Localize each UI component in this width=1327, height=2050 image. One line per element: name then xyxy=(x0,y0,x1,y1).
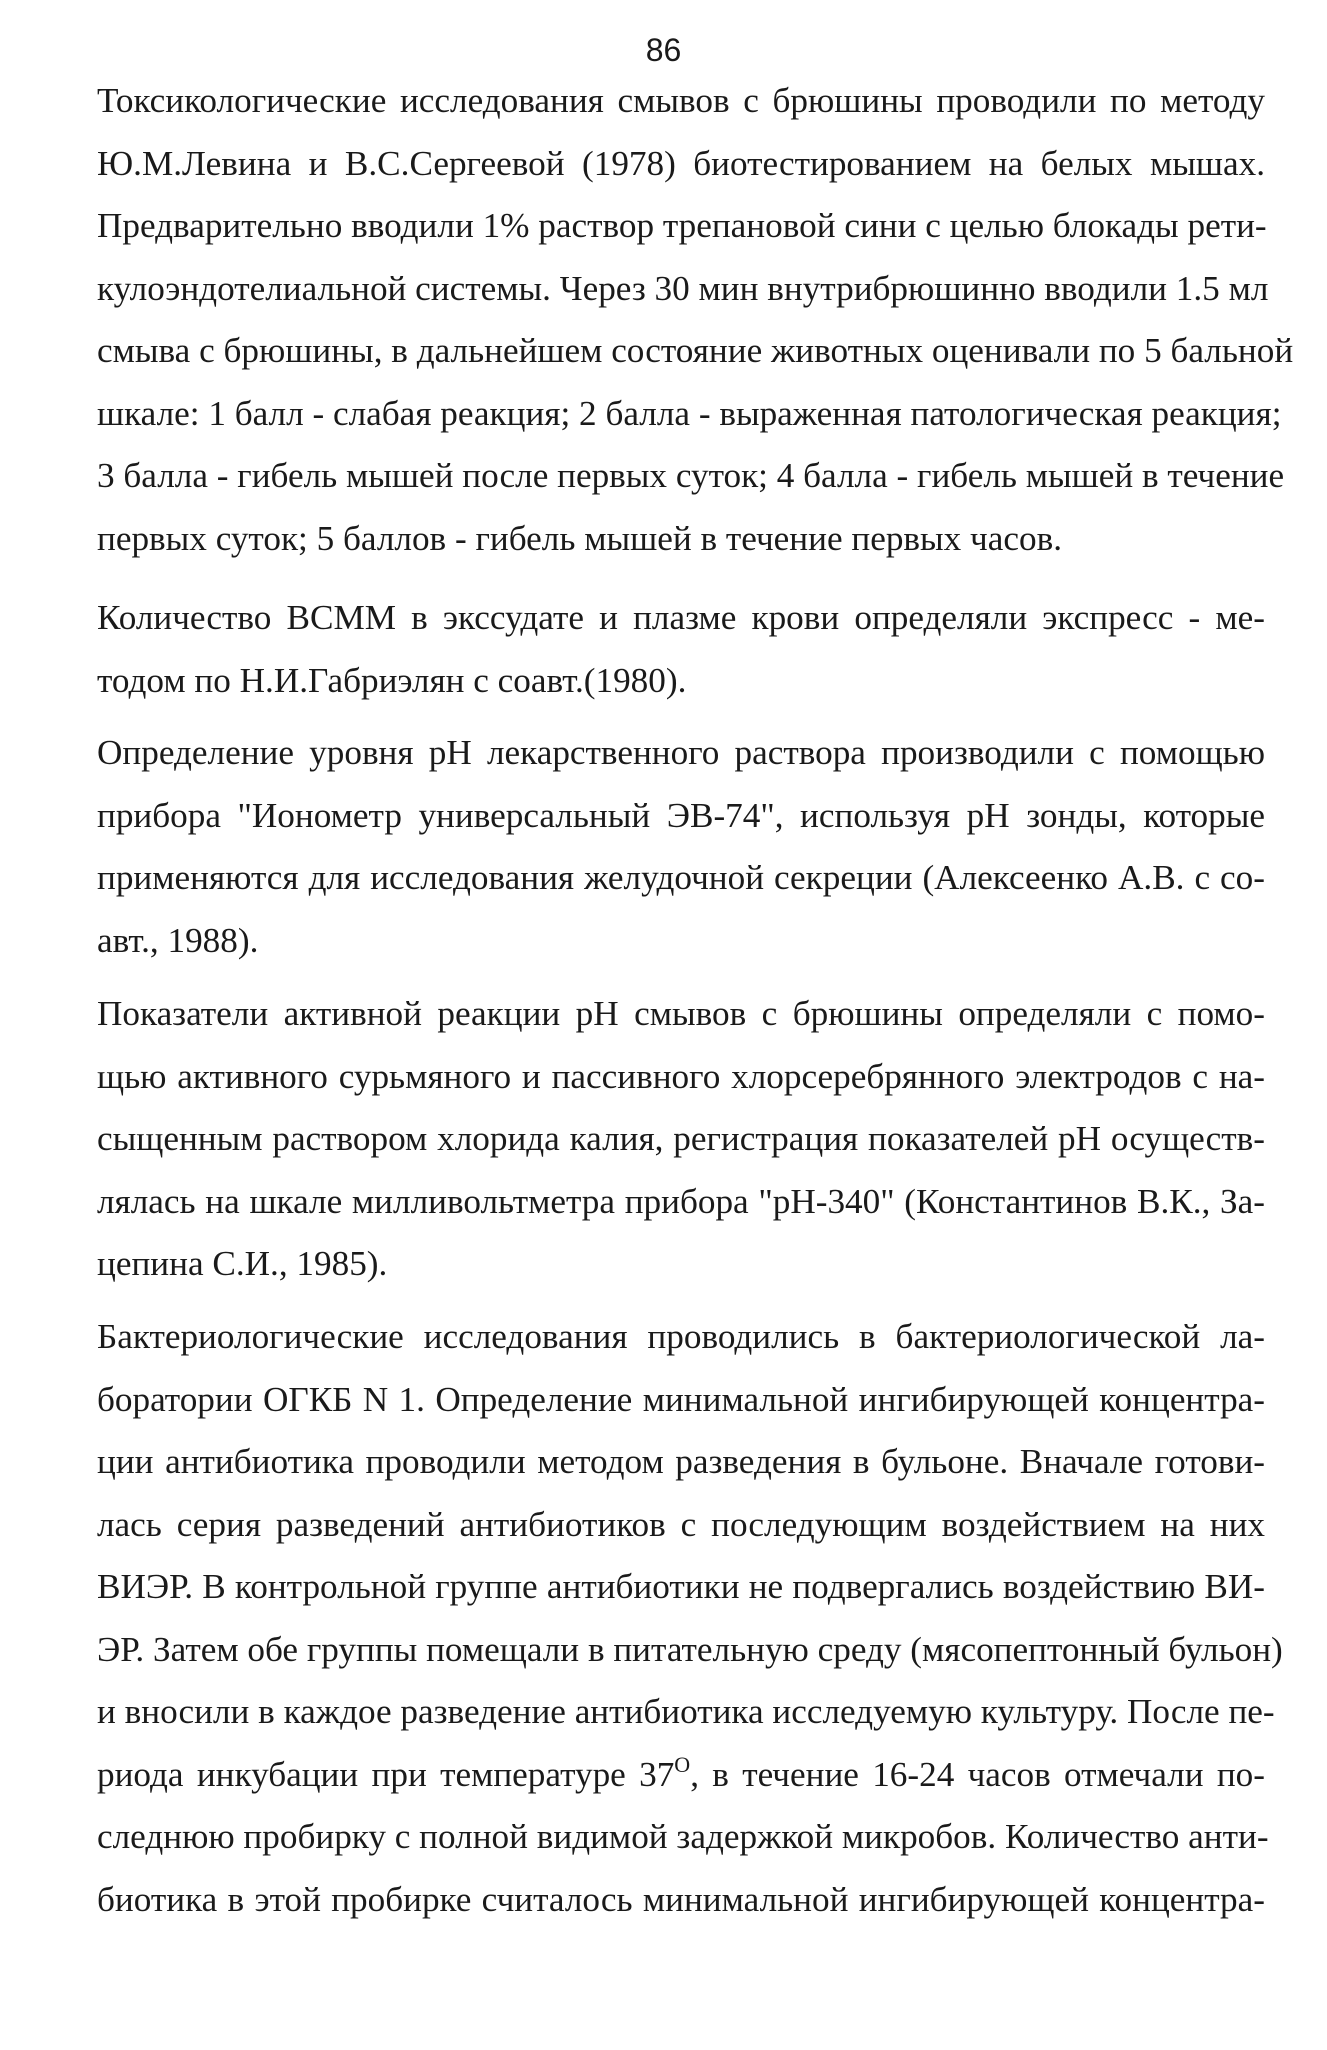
text-line: цепина С.И., 1985). xyxy=(97,1244,388,1283)
text-line: ВИЭР. В контрольной группе антибиотики не подвергались воздействию ВИ- xyxy=(97,1567,1265,1606)
text-line: Токсикологические исследования смывов с брюшины проводили по методу xyxy=(97,81,1265,120)
temperature-text-after: , в течение 16-24 часов отмечали по- xyxy=(690,1754,1265,1794)
text-line: следнюю пробирку с полной видимой задержкой микробов. Количество анти- xyxy=(97,1817,1269,1856)
text-line: лялась на шкале милливольтметра прибора "рН-340" (Константинов В.К., За- xyxy=(97,1181,1265,1221)
text-line: первых суток; 5 баллов - гибель мышей в течение первых часов. xyxy=(97,518,1062,558)
temperature-text: риода инкубации при температуре 37 xyxy=(97,1754,675,1794)
text-line: и вносили в каждое разведение антибиотика исследуемую культуру. После пе- xyxy=(97,1692,1275,1731)
text-line: Предварительно вводили 1% раствор трепановой сини с целью блокады рети- xyxy=(97,206,1267,245)
text-line: Определение уровня рН лекарственного раствора производили с помощью xyxy=(97,733,1265,772)
paragraph-toxicology xyxy=(97,70,1294,570)
text-line: применяются для исследования желудочной секреции (Алексеенко А.В. с со- xyxy=(97,858,1265,897)
paragraph-bacteriology xyxy=(97,1306,1283,1931)
page-number: 86 xyxy=(645,32,682,68)
text-line: ЭР. Затем обе группы помещали в питательную среду (мясопептонный бульон) xyxy=(97,1629,1283,1669)
text-line: Бактериологические исследования проводились в бактериологической ла- xyxy=(97,1317,1265,1356)
text-line: сыщенным раствором хлорида калия, регистрация показателей рН осуществ- xyxy=(97,1119,1265,1158)
text-line: лась серия разведений антибиотиков с последующим воздействием на них xyxy=(97,1504,1265,1544)
text-line: боратории ОГКБ N 1. Определение минимальной ингибирующей концентра- xyxy=(97,1379,1265,1419)
text-line: авт., 1988). xyxy=(97,920,259,960)
text-line: Количество ВСММ в экссудате и плазме крови определяли экспресс - ме- xyxy=(97,598,1265,637)
paragraph-ph-solution xyxy=(97,722,1265,972)
text-line: 3 балла - гибель мышей после первых суток; 4 балла - гибель мышей в течение xyxy=(97,456,1285,495)
paragraph-ph-peritoneum xyxy=(97,983,1265,1296)
degree-superscript: О xyxy=(674,1751,691,1777)
text-line: щью активного сурьмяного и пассивного хлорсеребрянного электродов с на- xyxy=(97,1056,1265,1096)
text-line: шкале: 1 балл - слабая реакция; 2 балла - выраженная патологическая реакция; xyxy=(97,393,1282,433)
text-line: Ю.М.Левина и В.С.Сергеевой (1978) биотестированием на белых мышах. xyxy=(97,143,1265,183)
text-line: тодом по Н.И.Габриэлян с соавт.(1980). xyxy=(97,660,687,700)
text-line: ции антибиотика проводили методом разведения в бульоне. Вначале готови- xyxy=(97,1442,1265,1481)
text-line: кулоэндотелиальной системы. Через 30 мин внутрибрюшинно вводили 1.5 мл xyxy=(97,268,1269,308)
text-line-temperature xyxy=(97,1744,1265,1807)
text-line: смыва с брюшины, в дальнейшем состояние животных оценивали по 5 бальной xyxy=(97,331,1294,370)
text-line: биотика в этой пробирке считалось минимальной ингибирующей концентра- xyxy=(97,1879,1265,1919)
text-line: прибора "Ионометр универсальный ЭВ-74", используя рН зонды, которые xyxy=(97,795,1265,835)
paragraph-vsmm xyxy=(97,587,1265,712)
text-line: Показатели активной реакции рН смывов с брюшины определяли с помо- xyxy=(97,994,1265,1033)
